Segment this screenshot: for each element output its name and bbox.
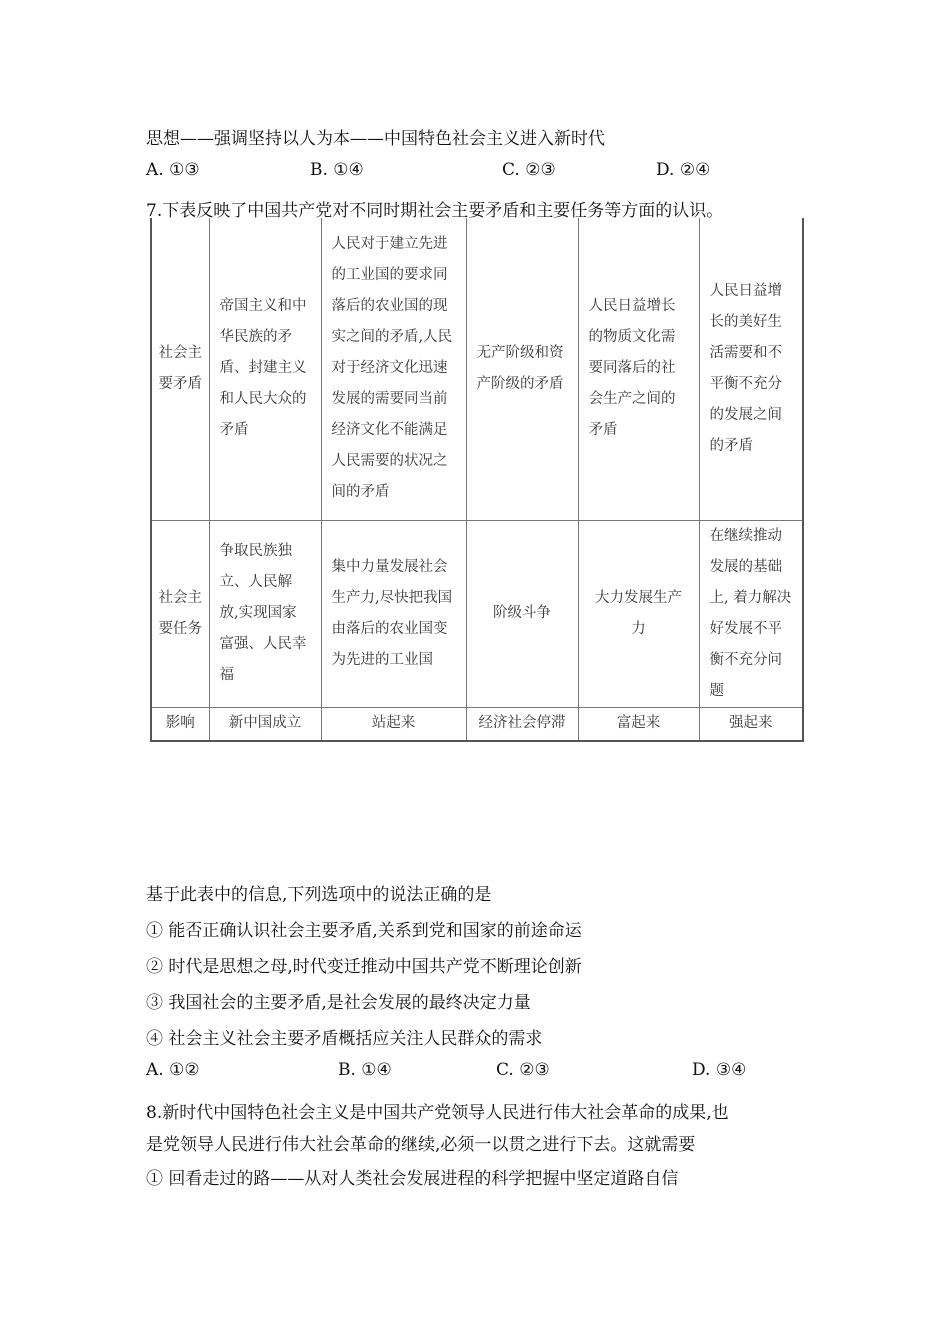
q6-option-a: A. ①③ (146, 160, 200, 180)
table-cell: 人民对于建立先进的工业国的要求同落后的农业国的现实之间的矛盾,人民对于经济文化迅速发展的需要同当前经济文化不能满足人民需要的状况之间的矛盾 (321, 218, 466, 520)
table-cell: 经济社会停滞 (466, 707, 578, 741)
table-cell: 人民日益增长的物质文化需要同落后的社会生产之间的矛盾 (578, 218, 699, 520)
row-header: 影响 (151, 707, 209, 741)
contradiction-table (150, 218, 804, 742)
q7-option-d: D. ③④ (692, 1060, 747, 1080)
table-cell: 在继续推动发展的基础上, 着力解决好发展不平衡不充分问题 (699, 520, 803, 707)
table-row (151, 520, 803, 707)
row-header: 社会主要矛盾 (151, 218, 209, 520)
table-cell: 富起来 (578, 707, 699, 741)
q7-option-c: C. ②③ (496, 1060, 550, 1080)
q6-tail-text: 思想——强调坚持以人为本——中国特色社会主义进入新时代 (146, 129, 605, 149)
q7-statement-4: ④ 社会主义社会主要矛盾概括应关注人民群众的需求 (146, 1029, 543, 1049)
q7-statement-3: ③ 我国社会的主要矛盾,是社会发展的最终决定力量 (146, 993, 531, 1013)
q7-prompt: 基于此表中的信息,下列选项中的说法正确的是 (146, 885, 492, 905)
q6-option-b: B. ①④ (310, 160, 364, 180)
q7-statement-2: ② 时代是思想之母,时代变迁推动中国共产党不断理论创新 (146, 957, 582, 977)
table-cell: 新中国成立 (209, 707, 321, 741)
q8-stem-line-1: 8.新时代中国特色社会主义是中国共产党领导人民进行伟大社会革命的成果,也 (146, 1103, 729, 1123)
table-cell: 无产阶级和资产阶级的矛盾 (466, 218, 578, 520)
table-cell: 站起来 (321, 707, 466, 741)
q8-stem-line-2: 是党领导人民进行伟大社会革命的继续,必须一以贯之进行下去。这就需要 (146, 1135, 696, 1155)
q7-statement-1: ① 能否正确认识社会主要矛盾,关系到党和国家的前途命运 (146, 921, 582, 941)
q7-stem: 7.下表反映了中国共产党对不同时期社会主要矛盾和主要任务等方面的认识。 (146, 201, 724, 221)
q6-option-d: D. ②④ (656, 160, 711, 180)
table-cell: 强起来 (699, 707, 803, 741)
table-cell: 大力发展生产力 (578, 520, 699, 707)
table-cell: 人民日益增长的美好生活需要和不平衡不充分的发展之间的矛盾 (699, 218, 803, 520)
table-row (151, 707, 803, 741)
table-cell: 帝国主义和中华民族的矛盾、封建主义和人民大众的矛盾 (209, 218, 321, 520)
table-cell: 阶级斗争 (466, 520, 578, 707)
q6-option-c: C. ②③ (502, 160, 556, 180)
table-cell: 集中力量发展社会生产力,尽快把我国由落后的农业国变为先进的工业国 (321, 520, 466, 707)
q8-statement-1: ① 回看走过的路——从对人类社会发展进程的科学把握中坚定道路自信 (146, 1169, 679, 1189)
q7-option-b: B. ①④ (338, 1060, 392, 1080)
table-cell: 争取民族独立、人民解放,实现国家富强、人民幸福 (209, 520, 321, 707)
q7-option-a: A. ①② (146, 1060, 200, 1080)
row-header: 社会主要任务 (151, 520, 209, 707)
table-row (151, 218, 803, 520)
